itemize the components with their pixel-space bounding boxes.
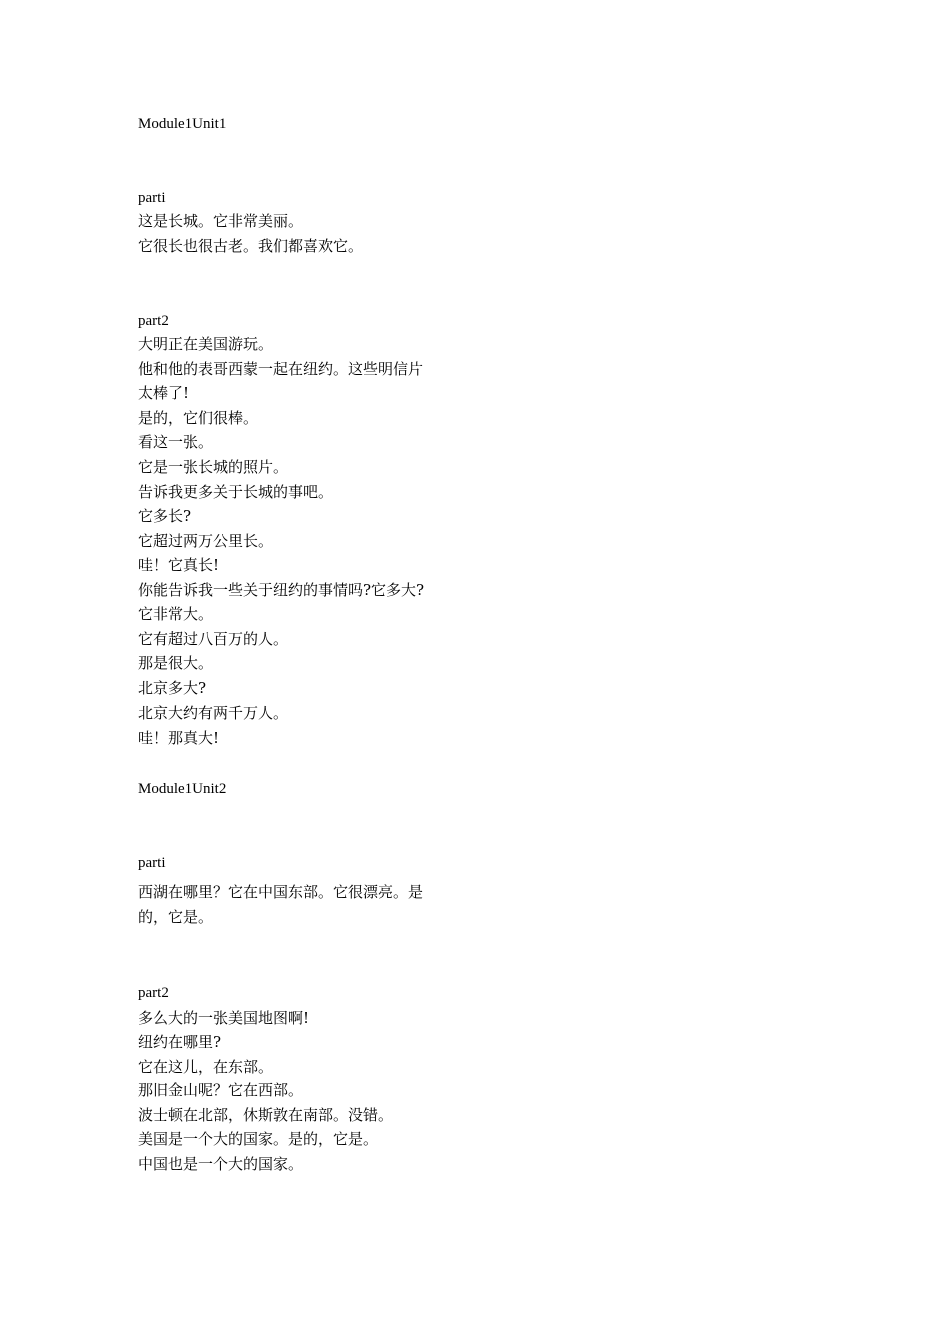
unit2-title: Module1Unit2 (138, 781, 227, 797)
unit1-part2-line: 哇！那真大! (138, 729, 220, 747)
unit1-part2-line: 那是很大。 (138, 654, 214, 672)
unit1-part2-line: 他和他的表哥西蒙一起在纽约。这些明信片 (138, 360, 424, 378)
unit1-part1-line: 它很长也很古老。我们都喜欢它。 (138, 237, 364, 255)
unit2-part2-line: 纽约在哪里? (138, 1033, 222, 1051)
unit1-part2-line: 太棒了! (138, 384, 190, 402)
unit1-part2-heading: part2 (138, 313, 169, 329)
unit1-part2-line: 北京大约有两千万人。 (138, 704, 289, 722)
unit2-part1-line: 的，它是。 (138, 908, 214, 926)
unit1-part2-line: 大明正在美国游玩。 (138, 335, 274, 353)
unit1-part1-line: 这是长城。它非常美丽。 (138, 212, 304, 230)
unit1-part2-line: 哇！它真长! (138, 556, 220, 574)
unit2-part2-line: 它在这儿，在东部。 (138, 1058, 274, 1076)
unit2-part2-heading: part2 (138, 985, 169, 1001)
unit1-part2-line: 它多长? (138, 507, 192, 525)
unit2-part1-heading: parti (138, 855, 166, 871)
unit1-part2-line: 它有超过八百万的人。 (138, 630, 289, 648)
unit1-part2-line: 它非常大。 (138, 605, 214, 623)
unit2-part2-line: 波士顿在北部，休斯敦在南部。没错。 (138, 1106, 394, 1124)
unit2-part1-line: 西湖在哪里？它在中国东部。它很漂亮。是 (138, 883, 424, 901)
unit1-part2-line: 它超过两万公里长。 (138, 532, 274, 550)
unit2-part2-line: 中国也是一个大的国家。 (138, 1155, 304, 1173)
unit1-part2-line: 它是一张长城的照片。 (138, 458, 289, 476)
unit1-title: Module1Unit1 (138, 116, 227, 132)
unit1-part2-line: 是的，它们很棒。 (138, 409, 259, 427)
unit1-part2-line: 看这一张。 (138, 433, 214, 451)
unit1-part1-heading: parti (138, 190, 166, 206)
unit1-part2-line: 你能告诉我一些关于纽约的事情吗?它多大? (138, 581, 425, 599)
unit1-part2-line: 北京多大? (138, 679, 207, 697)
unit2-part2-line: 多么大的一张美国地图啊! (138, 1009, 310, 1027)
unit1-part2-line: 告诉我更多关于长城的事吧。 (138, 483, 334, 501)
unit2-part2-line: 美国是一个大的国家。是的，它是。 (138, 1130, 379, 1148)
unit2-part2-line: 那旧金山呢？它在西部。 (138, 1081, 304, 1099)
